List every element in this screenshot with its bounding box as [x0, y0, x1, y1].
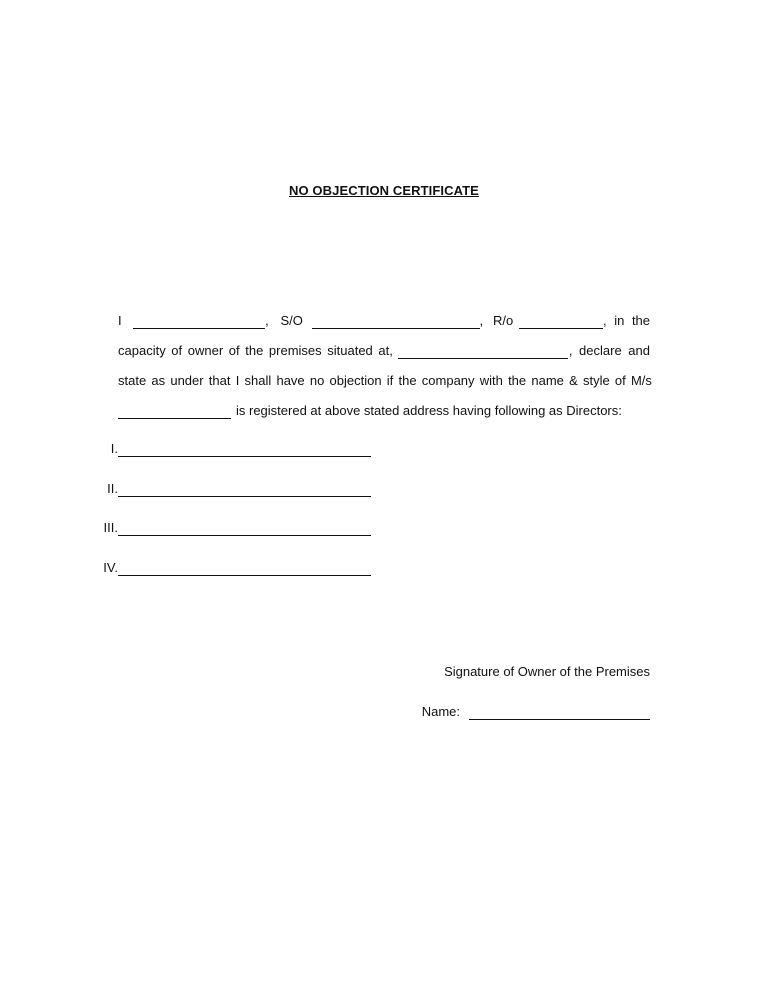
document-title: NO OBJECTION CERTIFICATE [289, 183, 479, 198]
premises-address-blank[interactable] [398, 346, 568, 359]
owner-name-blank[interactable] [469, 707, 650, 720]
text-registered: is registered at above stated address having following as Directors: [236, 403, 622, 418]
director-number: IV. [103, 560, 118, 575]
director-3-blank[interactable] [118, 522, 371, 536]
director-number: II. [107, 481, 118, 496]
text-comma: , [265, 313, 269, 328]
director-number: I. [110, 441, 118, 456]
text-comma: , [479, 313, 484, 328]
paragraph-line-4 [118, 403, 650, 419]
director-row-4 [0, 560, 371, 576]
director-1-blank[interactable] [118, 443, 371, 457]
company-name-blank[interactable] [118, 406, 231, 419]
director-4-blank[interactable] [118, 562, 371, 576]
father-name-blank[interactable] [312, 316, 480, 329]
paragraph-line-2 [118, 343, 650, 359]
name-row [422, 704, 650, 720]
text-capacity: capacity of owner of the premises situated at, [118, 343, 393, 358]
paragraph-line-1 [118, 313, 650, 329]
paragraph-line-3 [118, 373, 650, 389]
text-state-as-under: state as under that I shall have no objection if the company with the name & style of M/s [118, 373, 652, 388]
director-row-3 [0, 520, 371, 536]
text-ro: R/o [492, 313, 514, 328]
name-blank[interactable] [133, 316, 265, 329]
text-i: I [118, 313, 122, 328]
signature-label: Signature of Owner of the Premises [444, 664, 650, 679]
text-in-the: , in the [602, 313, 651, 328]
name-label: Name: [421, 704, 460, 719]
director-row-2 [0, 481, 371, 497]
director-number: III. [103, 520, 118, 535]
director-2-blank[interactable] [118, 483, 371, 497]
residence-blank[interactable] [519, 316, 603, 329]
text-declare-and: , declare and [568, 343, 650, 358]
director-row-1 [0, 441, 371, 457]
text-so: S/O [280, 313, 303, 328]
